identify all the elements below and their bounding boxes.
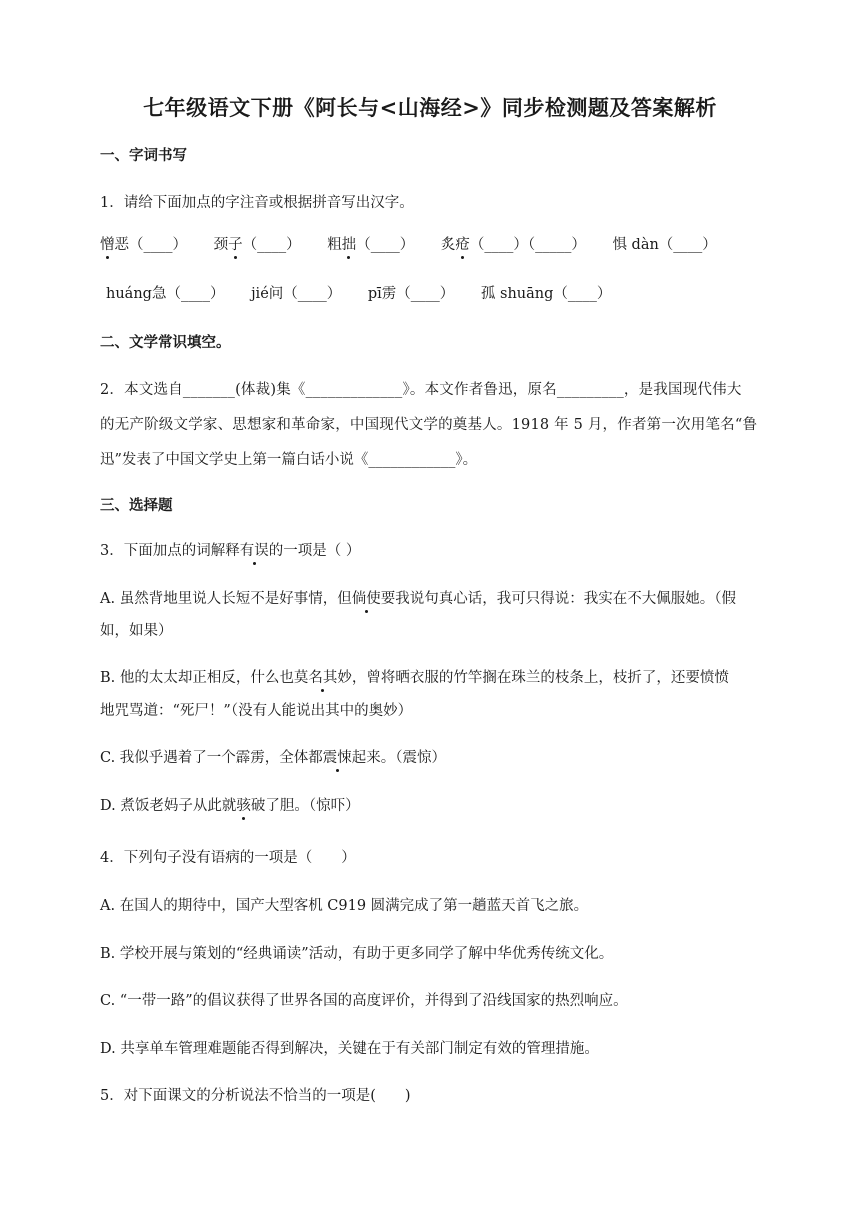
question-4-text: 4．下列句子没有语病的一项是（ ） (100, 850, 356, 866)
word-item-1: 憎恶（____） (100, 237, 187, 253)
question-3-text: 3．下面加点的词解释有误的一项是（ ） (100, 543, 361, 559)
section-1-heading: 一、字词书写 (100, 147, 187, 164)
option-3c: C. 我似乎遇着了一个霹雳，全体都震悚起来。（震惊） (100, 750, 447, 766)
question-2-line-2: 的无产阶级文学家、思想家和革命家，中国现代文学的奠基人。1918 年 5 月，作者第一次用笔名“鲁 (100, 417, 758, 433)
question-1-row-2 (106, 284, 633, 304)
option-3b-line-2: 地咒骂道：“死尸！”（没有人能说出其中的奥妙） (100, 703, 413, 719)
option-4d: D. 共享单车管理难题能否得到解决，关键在于有关部门制定有效的管理措施。 (100, 1041, 599, 1057)
question-1-text: 1．请给下面加点的字注音或根据拼音写出汉字。 (100, 195, 414, 211)
section-3-heading: 三、选择题 (100, 497, 173, 514)
option-3b-line-1: B. 他的太太却正相反，什么也莫名其妙，曾将晒衣服的竹竿搁在珠兰的枝条上，枝折了，还要愤愤 (100, 670, 729, 686)
dotted-char: 憎 (100, 237, 115, 253)
pinyin-item-1: huáng急（____） (106, 286, 225, 302)
section-2-heading: 二、文学常识填空。 (100, 334, 231, 351)
question-5-text: 5．对下面课文的分析说法不恰当的一项是( ) (100, 1088, 411, 1104)
dotted-word: 骇 (236, 798, 251, 814)
option-3a-line-2: 如，如果） (100, 623, 173, 639)
word-item-3: 粗拙（____） (327, 237, 415, 253)
question-2-line-3: 迅”发表了中国文学史上第一篇白话小说《____________》。 (100, 452, 478, 468)
dotted-word: 倘使 (351, 591, 381, 607)
pinyin-item-2: jié问（____） (251, 286, 342, 302)
option-3d: D. 煮饭老妈子从此就骇破了胆。（惊吓） (100, 798, 360, 814)
dotted-char: 拙 (341, 237, 357, 253)
dotted-word: 有误 (239, 543, 269, 559)
option-4c: C. “一带一路”的倡议获得了世界各国的高度评价，并得到了沿线国家的热烈响应。 (100, 993, 628, 1009)
word-item-4: 炙疮（____）（_____） (440, 237, 586, 253)
word-item-5: 惧 dàn（____） (612, 237, 717, 253)
document-title: 七年级语文下册《阿长与<山海经>》同步检测题及答案解析 (143, 95, 717, 120)
dotted-char: 疮 (455, 237, 470, 253)
dotted-word: 震悚 (322, 750, 352, 766)
dotted-word: 莫名其妙 (293, 670, 352, 686)
question-2-line-1: 2．本文选自_______(体裁)集《_____________》。本文作者鲁迅，原名_________，是我国现代伟大 (100, 382, 742, 398)
word-item-2: 颈子（____） (213, 237, 301, 253)
pinyin-item-4: 孤 shuāng（____） (480, 286, 612, 302)
pinyin-item-3: pī雳（____） (367, 286, 455, 302)
question-1-row-1 (100, 235, 739, 255)
option-3a-line-1: A. 虽然背地里说人长短不是好事情，但倘使要我说句真心话，我可只得说：我实在不大佩服她。（假 (100, 591, 736, 607)
dotted-char: 子 (228, 237, 243, 253)
option-4b: B. 学校开展与策划的“经典诵读”活动，有助于更多同学了解中华优秀传统文化。 (100, 946, 614, 962)
option-4a: A. 在国人的期待中，国产大型客机 C919 圆满完成了第一趟蓝天首飞之旅。 (100, 898, 589, 914)
